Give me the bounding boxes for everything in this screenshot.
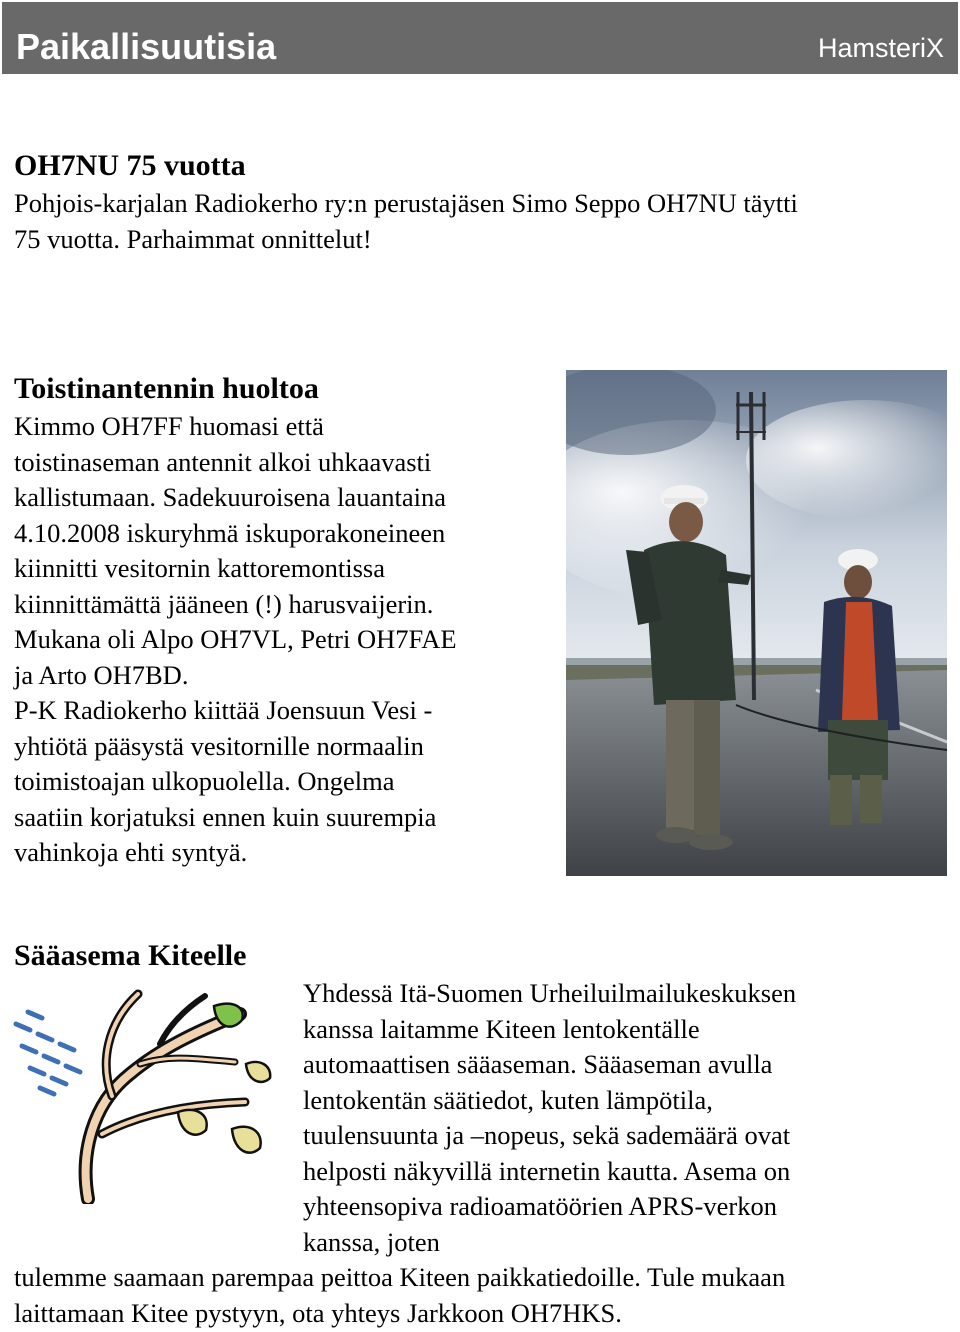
body-line: Yhdessä Itä-Suomen Urheiluilmailukeskuksen bbox=[303, 978, 797, 1008]
brand-name: HamsteriX bbox=[817, 33, 944, 63]
windy-tree-icon bbox=[10, 984, 280, 1204]
body-line: kiinnittämättä jääneen (!) harusvaijerin. bbox=[14, 588, 434, 619]
body-line: yhtiötä pääsystä vesitornille normaalin bbox=[14, 730, 424, 761]
body-line: kiinnitti vesitornin kattoremontissa bbox=[14, 553, 385, 583]
body-line: Mukana oli Alpo OH7VL, Petri OH7FAE bbox=[14, 624, 457, 654]
body-line: toimistoajan ulkopuolella. Ongelma bbox=[14, 766, 395, 796]
article-title-weather: Sääasema Kiteelle bbox=[14, 939, 247, 972]
body-line: laittamaan Kitee pystyyn, ota yhteys Jarkkoon OH7HKS. bbox=[14, 1297, 622, 1328]
article-body-oh7nu bbox=[14, 186, 798, 257]
body-line: kanssa, joten bbox=[303, 1226, 440, 1257]
article-body-weather-wrapped bbox=[303, 976, 796, 1260]
body-line: 4.10.2008 iskuryhmä iskuporakoneineen bbox=[14, 517, 446, 548]
body-line: saatiin korjatuksi ennen kuin suurempia bbox=[14, 801, 437, 832]
body-line: yhteensopiva radioamatöörien APRS-verkon bbox=[303, 1191, 777, 1221]
body-line: tuulensuunta ja –nopeus, sekä sademäärä ovat bbox=[303, 1120, 791, 1150]
body-line: Pohjois-karjalan Radiokerho ry:n perustajäsen Simo Seppo OH7NU täytti bbox=[14, 188, 798, 218]
body-line: tulemme saamaan parempaa peittoa Kiteen paikkatiedoille. Tule mukaan bbox=[14, 1262, 786, 1292]
header-bar bbox=[2, 2, 958, 74]
article-body-antenna bbox=[14, 409, 457, 871]
body-line: kallistumaan. Sadekuuroisena lauantaina bbox=[14, 482, 446, 512]
body-line: ja Arto OH7BD. bbox=[14, 659, 189, 690]
body-line: lentokentän säätiedot, kuten lämpötila, bbox=[303, 1084, 713, 1115]
body-line: automaattisen sääaseman. Sääaseman avulla bbox=[303, 1049, 773, 1079]
body-line: helposti näkyvillä internetin kautta. Asema on bbox=[303, 1155, 791, 1186]
page-title: Paikallisuutisia bbox=[16, 26, 277, 67]
article-title-oh7nu: OH7NU 75 vuotta bbox=[14, 149, 246, 182]
article-body-weather-full bbox=[14, 1260, 785, 1331]
body-line: Kimmo OH7FF huomasi että bbox=[14, 411, 324, 441]
article-title-antenna: Toistinantennin huoltoa bbox=[14, 372, 319, 405]
body-line: 75 vuotta. Parhaimmat onnittelut! bbox=[14, 223, 372, 254]
body-line: vahinkoja ehti syntyä. bbox=[14, 837, 248, 867]
body-line: kanssa laitamme Kiteen lentokentälle bbox=[303, 1013, 700, 1044]
rooftop-antenna-photo bbox=[566, 370, 947, 876]
body-line: P-K Radiokerho kiittää Joensuun Vesi - bbox=[14, 695, 433, 725]
body-line: toistinaseman antennit alkoi uhkaavasti bbox=[14, 446, 432, 477]
